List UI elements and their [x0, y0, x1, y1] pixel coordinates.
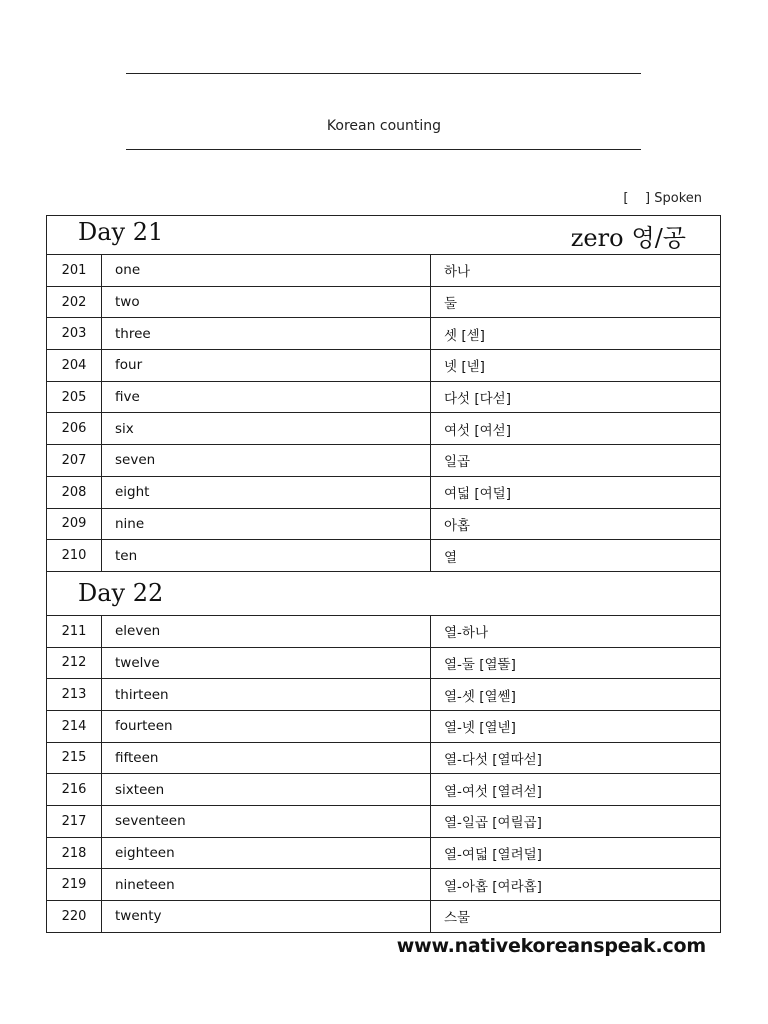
table-row: [47, 679, 721, 711]
korean-cell: 열-둘 [열뚤]: [431, 647, 721, 679]
korean-cell: 여섯 [여섣]: [431, 413, 721, 445]
number-cell: 217: [47, 806, 102, 838]
number-cell: 205: [47, 381, 102, 413]
spoken-legend: [623, 191, 702, 206]
table-row: [47, 413, 721, 445]
number-cell: 214: [47, 710, 102, 742]
korean-cell: 열: [431, 540, 721, 572]
table-row: [47, 742, 721, 774]
number-cell: 207: [47, 445, 102, 477]
english-cell: eleven: [102, 615, 431, 647]
day-label: Day 22: [78, 579, 164, 608]
table-row: [47, 381, 721, 413]
english-cell: fifteen: [102, 742, 431, 774]
number-cell: 206: [47, 413, 102, 445]
number-cell: 201: [47, 255, 102, 287]
number-cell: 208: [47, 476, 102, 508]
english-cell: three: [102, 318, 431, 350]
table-row: [47, 710, 721, 742]
number-cell: 210: [47, 540, 102, 572]
table-row: [47, 901, 721, 933]
number-cell: 203: [47, 318, 102, 350]
korean-cell: 열-아홉 [여라홉]: [431, 869, 721, 901]
english-cell: two: [102, 286, 431, 318]
legend-open-bracket: [: [623, 191, 629, 206]
day-header-row: [47, 571, 721, 615]
day-header-cell: [47, 216, 721, 255]
english-cell: thirteen: [102, 679, 431, 711]
korean-cell: 열-여섯 [열려섣]: [431, 774, 721, 806]
english-cell: seventeen: [102, 806, 431, 838]
table-row: [47, 837, 721, 869]
table-row: [47, 318, 721, 350]
number-cell: 213: [47, 679, 102, 711]
table-row: [47, 615, 721, 647]
table-row: [47, 774, 721, 806]
zero-korean: 영/공: [631, 223, 686, 252]
korean-cell: 열-다섯 [열따섣]: [431, 742, 721, 774]
korean-cell: 아홉: [431, 508, 721, 540]
korean-cell: 열-셋 [열쎋]: [431, 679, 721, 711]
english-cell: four: [102, 350, 431, 382]
english-cell: fourteen: [102, 710, 431, 742]
number-cell: 218: [47, 837, 102, 869]
english-cell: twenty: [102, 901, 431, 933]
korean-cell: 열-하나: [431, 615, 721, 647]
korean-cell: 열-넷 [열넫]: [431, 710, 721, 742]
legend-close-bracket: ]: [645, 191, 651, 206]
counting-table-body: [47, 216, 721, 933]
number-cell: 215: [47, 742, 102, 774]
number-cell: 202: [47, 286, 102, 318]
day-header-cell: [47, 571, 721, 615]
table-row: [47, 869, 721, 901]
zero-translation: [571, 218, 720, 253]
website-url: www.nativekoreanspeak.com: [396, 935, 706, 957]
korean-cell: 일곱: [431, 445, 721, 477]
number-cell: 220: [47, 901, 102, 933]
day-label: Day 21: [78, 217, 164, 246]
table-row: [47, 476, 721, 508]
korean-cell: 여덟 [여덜]: [431, 476, 721, 508]
number-cell: 204: [47, 350, 102, 382]
table-row: [47, 508, 721, 540]
english-cell: nineteen: [102, 869, 431, 901]
table-row: [47, 286, 721, 318]
table-row: [47, 445, 721, 477]
korean-cell: 하나: [431, 255, 721, 287]
english-cell: nine: [102, 508, 431, 540]
english-cell: ten: [102, 540, 431, 572]
table-row: [47, 540, 721, 572]
number-cell: 219: [47, 869, 102, 901]
korean-cell: 열-일곱 [여릴곱]: [431, 806, 721, 838]
english-cell: seven: [102, 445, 431, 477]
bottom-rule: [126, 149, 641, 150]
number-cell: 216: [47, 774, 102, 806]
korean-cell: 둘: [431, 286, 721, 318]
korean-cell: 다섯 [다섣]: [431, 381, 721, 413]
english-cell: six: [102, 413, 431, 445]
counting-table: [46, 215, 721, 933]
korean-cell: 스물: [431, 901, 721, 933]
number-cell: 209: [47, 508, 102, 540]
top-rule: [126, 73, 641, 74]
english-cell: five: [102, 381, 431, 413]
korean-cell: 넷 [넫]: [431, 350, 721, 382]
table-row: [47, 350, 721, 382]
english-cell: eight: [102, 476, 431, 508]
document-title: Korean counting: [326, 118, 442, 134]
legend-label: Spoken: [654, 191, 702, 206]
number-cell: 211: [47, 615, 102, 647]
table-row: [47, 647, 721, 679]
english-cell: twelve: [102, 647, 431, 679]
english-cell: one: [102, 255, 431, 287]
english-cell: sixteen: [102, 774, 431, 806]
english-cell: eighteen: [102, 837, 431, 869]
table-row: [47, 255, 721, 287]
zero-english: zero: [570, 223, 624, 252]
table-row: [47, 806, 721, 838]
korean-cell: 열-여덟 [열려덜]: [431, 837, 721, 869]
number-cell: 212: [47, 647, 102, 679]
korean-cell: 셋 [섿]: [431, 318, 721, 350]
day-header-row: [47, 216, 721, 255]
